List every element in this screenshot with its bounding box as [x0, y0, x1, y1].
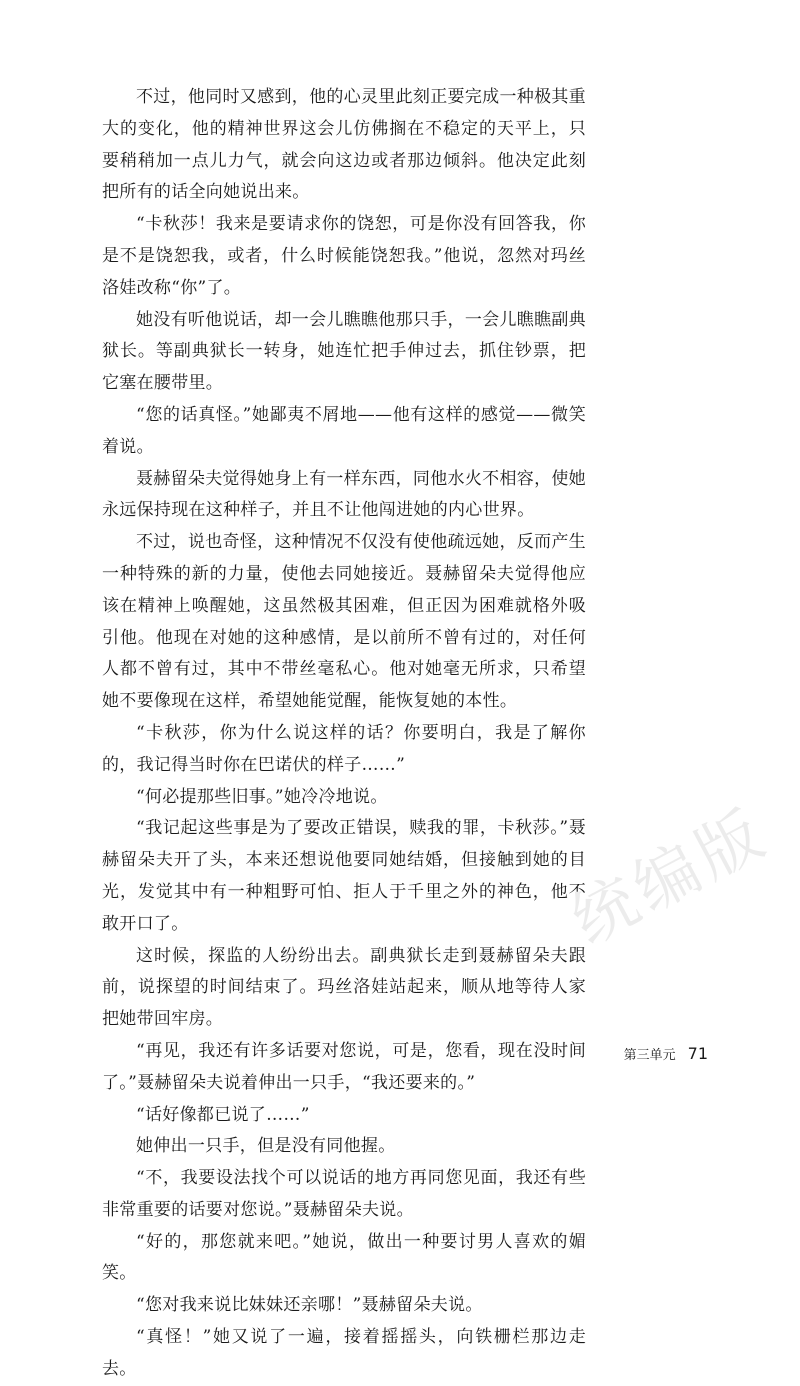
paragraph: “卡秋莎！我来是要请求你的饶恕，可是你没有回答我，你是不是饶恕我，或者，什么时候能饶恕我。”他说，忽然对玛丝洛娃改称“你”了。 — [102, 214, 586, 298]
paragraph: “不，我要设法找个可以说话的地方再同您见面，我还有些非常重要的话要对您说。”聂赫留朵夫说。 — [102, 1168, 586, 1220]
paragraph: 不过，他同时又感到，他的心灵里此刻正要完成一种极其重大的变化，他的精神世界这会儿仿佛搁在不稳定的天平上，只要稍稍加一点儿力气，就会向这边或者那边倾斜。他决定此刻把所有的话全向她说出来。 — [102, 87, 586, 203]
paragraph: 她伸出一只手，但是没有同他握。 — [136, 1136, 396, 1157]
paragraph: 聂赫留朵夫觉得她身上有一样东西，同他水火不相容，使她永远保持现在这种样子，并且不让他闯进她的内心世界。 — [102, 468, 586, 521]
paragraph: “再见，我还有许多话要对您说，可是，您看，现在没时间了。”聂赫留朵夫说着伸出一只手，“我还要来的。” — [102, 1040, 586, 1093]
body-text — [102, 82, 586, 1386]
paragraph: “真怪！”她又说了一遍，接着摇摇头，向铁栅栏那边走去。 — [102, 1327, 586, 1379]
paragraph: “我记起这些事是为了要改正错误，赎我的罪，卡秋莎。”聂赫留朵夫开了头，本来还想说他要同她结婚，但接触到她的目光，发觉其中有一种粗野可怕、拒人于千里之外的神色，他不敢开口了。 — [102, 818, 586, 934]
paragraph: “何必提那些旧事。”她冷冷地说。 — [136, 786, 388, 807]
page-number: 71 — [687, 1044, 708, 1063]
paragraph: 这时候，探监的人纷纷出去。副典狱长走到聂赫留朵夫跟前，说探望的时间结束了。玛丝洛娃站起来，顺从地等待人家把她带回牢房。 — [102, 945, 586, 1030]
watermark: 统编版 — [560, 795, 781, 960]
paragraph: 她没有听他说话，却一会儿瞧瞧他那只手，一会儿瞧瞧副典狱长。等副典狱长一转身，她连忙把手伸过去，抓住钞票，把它塞在腰带里。 — [102, 309, 586, 394]
unit-label: 第三单元 — [623, 1048, 676, 1063]
paragraph: “话好像都已说了……” — [136, 1104, 310, 1125]
paragraph: 不过，说也奇怪，这种情况不仅没有使他疏远她，反而产生一种特殊的新的力量，使他去同她接近。聂赫留朵夫觉得他应该在精神上唤醒她，这虽然极其困难，但正因为困难就格外吸引他。他现在对她的这种感情，是以前所不曾有过的，对任何人都不曾有过，其中不带丝毫私心。他对她毫无所求，只希望她不要像现在这样，希望她能觉醒，能恢复她的本性。 — [102, 532, 586, 712]
page-footer — [624, 1044, 708, 1063]
paragraph: “您的话真怪。”她鄙夷不屑地——他有这样的感觉——微笑着说。 — [102, 404, 586, 457]
paragraph: “卡秋莎，你为什么说这样的话？你要明白，我是了解你的，我记得当时你在巴诺伏的样子……” — [102, 722, 586, 775]
paragraph: “您对我来说比妹妹还亲哪！”聂赫留朵夫说。 — [136, 1295, 483, 1316]
paragraph: “好的，那您就来吧。”她说，做出一种要讨男人喜欢的媚笑。 — [102, 1231, 586, 1284]
